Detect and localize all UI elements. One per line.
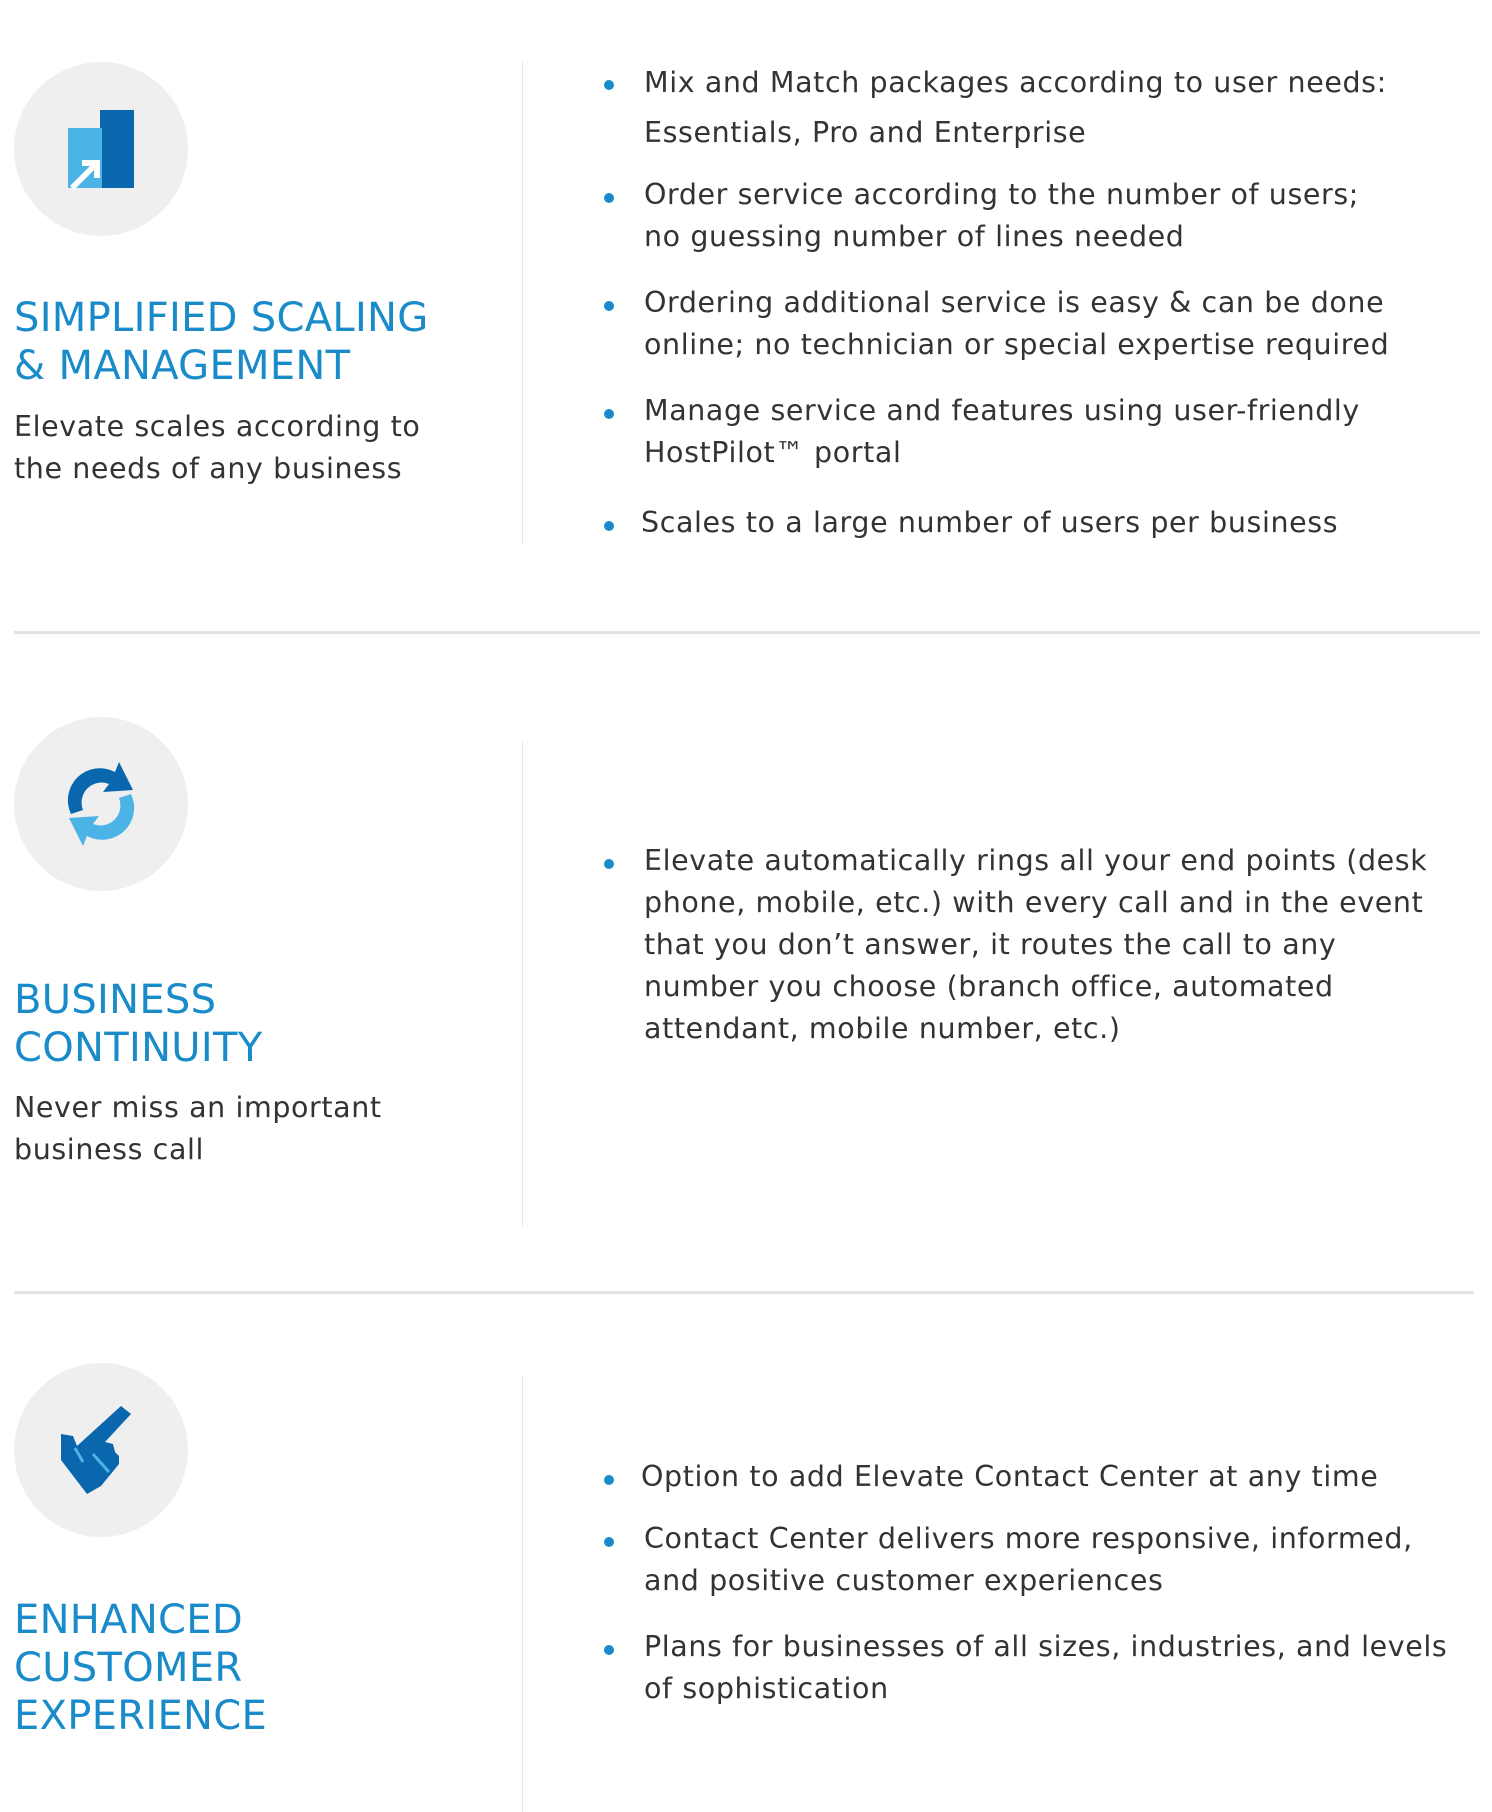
- column-divider: [522, 742, 523, 1226]
- section-heading: ENHANCED CUSTOMER EXPERIENCE: [14, 1597, 268, 1739]
- bullet-icon: [604, 301, 614, 311]
- bullet-icon: [604, 1475, 614, 1485]
- list-item: Contact Center delivers more responsive, informed, and positive customer experiences: [600, 1518, 1447, 1602]
- experience-icon-circle: [14, 1363, 188, 1537]
- list-item: Scales to a large number of users per business: [600, 502, 1389, 544]
- scaling-icon-circle: [14, 62, 188, 236]
- bullet-icon: [604, 521, 614, 531]
- list-item: Elevate automatically rings all your end points (desk phone, mobile, etc.) with every call and in the event that you don’t answer, it routes the call to any number you choose (branch office, automated attendant, mobile number, etc.): [600, 840, 1427, 1050]
- section-divider: [14, 631, 1480, 634]
- list-item: Manage service and features using user-friendly HostPilot™ portal: [600, 390, 1389, 474]
- bullet-list: [600, 1456, 1447, 1710]
- list-item: Order service according to the number of users; no guessing number of lines needed: [600, 174, 1389, 258]
- bullet-list: [600, 58, 1389, 544]
- bullet-icon: [604, 1645, 614, 1655]
- bullet-icon: [604, 80, 614, 90]
- list-item: Option to add Elevate Contact Center at any time: [600, 1456, 1447, 1498]
- refresh-arrows-icon: [53, 756, 149, 852]
- section-subtitle: Elevate scales according to the needs of any business: [14, 410, 421, 485]
- column-divider: [522, 62, 523, 544]
- list-item: Plans for businesses of all sizes, industries, and levels of sophistication: [600, 1626, 1447, 1710]
- bullet-list: [600, 840, 1427, 1050]
- pointing-hand-icon: [53, 1402, 149, 1498]
- section-heading: BUSINESS CONTINUITY: [14, 977, 263, 1071]
- bullet-icon: [604, 1537, 614, 1547]
- list-item: Ordering additional service is easy & can be done online; no technician or special expertise required: [600, 282, 1389, 366]
- bullet-icon: [604, 409, 614, 419]
- section-heading: SIMPLIFIED SCALING & MANAGEMENT: [14, 295, 429, 389]
- bullet-icon: [604, 193, 614, 203]
- bar-chart-growth-icon: [64, 108, 138, 190]
- continuity-icon-circle: [14, 717, 188, 891]
- section-divider: [14, 1291, 1474, 1294]
- section-subtitle: Never miss an important business call: [14, 1091, 382, 1166]
- bullet-icon: [604, 859, 614, 869]
- column-divider: [522, 1376, 523, 1812]
- list-item: Mix and Match packages according to user needs: Essentials, Pro and Enterprise: [600, 58, 1389, 158]
